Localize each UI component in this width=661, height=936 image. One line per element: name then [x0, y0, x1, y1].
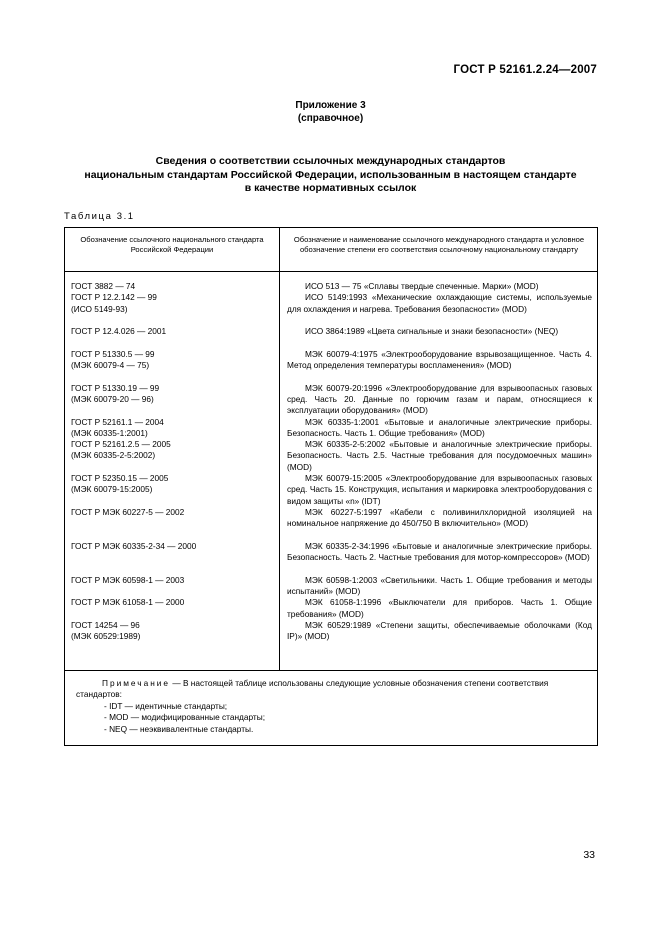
international-standard: ИСО 5149:1993 «Механические охлаждающие системы, используемые для охлаждения и нагрева. Требования безопасности» (MOD)	[287, 292, 592, 314]
column-header-international: Обозначение и наименование ссылочного международного стандарта и условное обозначение степени его соответствия ссылочному национальному стандарту	[293, 235, 585, 254]
national-standard: ГОСТ 14254 — 96 (МЭК 60529:1989)	[71, 619, 141, 642]
national-standard: ГОСТ Р 12.4.026 — 2001	[71, 326, 167, 337]
national-standard: ГОСТ Р МЭК 61058-1 — 2000	[71, 597, 185, 608]
international-standard: МЭК 60079-20:1996 «Электрооборудование для взрывоопасных газовых сред. Часть 20. Данные по горючим газам и парам, относящиеся к эксплуатации оборудования» (MOD)	[287, 382, 592, 416]
international-standard: ИСО 513 — 75 «Сплавы твердые спеченные. Марки» (MOD)	[305, 281, 539, 291]
note-item: - NEQ — неэквивалентные стандарты.	[104, 723, 254, 734]
international-standard: МЭК 60079-4:1975 «Электрооборудование взрывозащищенное. Часть 4. Метод определения температуры воспламенения» (MOD)	[287, 348, 592, 371]
international-standard: МЭК 60598-1:2003 «Светильники. Часть 1. Общие требования и методы испытаний» (MOD)	[287, 574, 592, 597]
page-number: 33	[583, 849, 595, 861]
appendix-subtitle: (справочное)	[297, 113, 364, 124]
international-standard: МЭК 60227-5:1997 «Кабели с поливинилхлоридной изоляцией на номинальное напряжение до 450/750 В включительно» (MOD)	[287, 506, 592, 529]
national-standards-column	[71, 281, 276, 643]
international-standard: МЭК 60079-15:2005 «Электрооборудование для взрывоопасных газовых сред. Часть 15. Конструкция, испытания и маркировка электрооборудования с видом защиты «n» (IDT)	[287, 473, 592, 506]
national-standard: ГОСТ Р МЭК 60598-1 — 2003	[71, 574, 185, 585]
standards-table	[64, 227, 598, 746]
appendix-title: Приложение 3	[295, 100, 366, 111]
table-note	[76, 678, 591, 735]
note-item: - IDT — идентичные стандарты;	[104, 700, 228, 711]
note-label: Примечание	[102, 678, 171, 688]
section-title	[60, 155, 601, 196]
column-divider	[279, 228, 280, 670]
header-divider	[65, 271, 597, 272]
national-standard: ГОСТ Р МЭК 60335-2-34 — 2000	[71, 540, 197, 551]
national-standard: ГОСТ Р 51330.19 — 99 (МЭК 60079-20 — 96)	[71, 382, 160, 404]
column-header-national: Обозначение ссылочного национального стандарта Российской Федерации	[80, 235, 264, 254]
appendix-heading	[0, 99, 661, 125]
international-standard: МЭК 60335-2-5:2002 «Бытовые и аналогичные электрические приборы. Безопасность. Часть 2.5. Частные требования для посудомоечных машин» (MOD)	[287, 439, 592, 472]
international-standard: ИСО 3864:1989 «Цвета сигнальные и знаки безопасности» (NEQ)	[305, 326, 559, 337]
national-standard: ГОСТ Р 52350.15 — 2005 (МЭК 60079-15:2005)	[71, 473, 169, 495]
section-title-line: в качестве нормативных ссылок	[244, 182, 417, 194]
international-standard: МЭК 60529:1989 «Степени защиты, обеспечиваемые оболочками (Код IP)» (MOD)	[287, 619, 592, 642]
international-standard: МЭК 60335-1:2001 «Бытовые и аналогичные электрические приборы. Безопасность. Часть 1. Общие требования» (MOD)	[287, 416, 592, 438]
note-text: — В настоящей таблице использованы следующие условные обозначения степени соответствия стандартов:	[76, 678, 549, 700]
national-standard: ГОСТ Р 52161.2.5 — 2005 (МЭК 60335-2-5:2002)	[71, 439, 171, 461]
table-label: Таблица 3.1	[64, 211, 135, 222]
international-standards-column	[287, 281, 592, 643]
note-heading	[76, 678, 591, 701]
document-code: ГОСТ Р 52161.2.24—2007	[453, 64, 597, 76]
section-title-line: Сведения о соответствии ссылочных международных стандартов	[155, 155, 506, 167]
note-item: - MOD — модифицированные стандарты;	[104, 712, 266, 723]
national-standard: ГОСТ Р 12.2.142 — 99 (ИСО 5149-93)	[71, 292, 157, 314]
section-title-line: национальным стандартам Российской Федерации, использованным в настоящем стандарте	[84, 168, 577, 181]
national-standard: ГОСТ Р 51330.5 — 99 (МЭК 60079-4 — 75)	[71, 348, 155, 371]
note-divider	[65, 670, 597, 671]
national-standard: ГОСТ Р 52161.1 — 2004 (МЭК 60335-1:2001)	[71, 416, 164, 438]
international-standard: МЭК 61058-1:1996 «Выключатели для приборов. Часть 1. Общие требования» (MOD)	[287, 597, 592, 619]
national-standard: ГОСТ Р МЭК 60227-5 — 2002	[71, 506, 185, 517]
national-standard: ГОСТ 3882 — 74	[71, 281, 136, 291]
international-standard: МЭК 60335-2-34:1996 «Бытовые и аналогичные электрические приборы. Безопасность. Часть 2. Частные требования для мотор-компрессоров» (MOD)	[287, 540, 592, 563]
